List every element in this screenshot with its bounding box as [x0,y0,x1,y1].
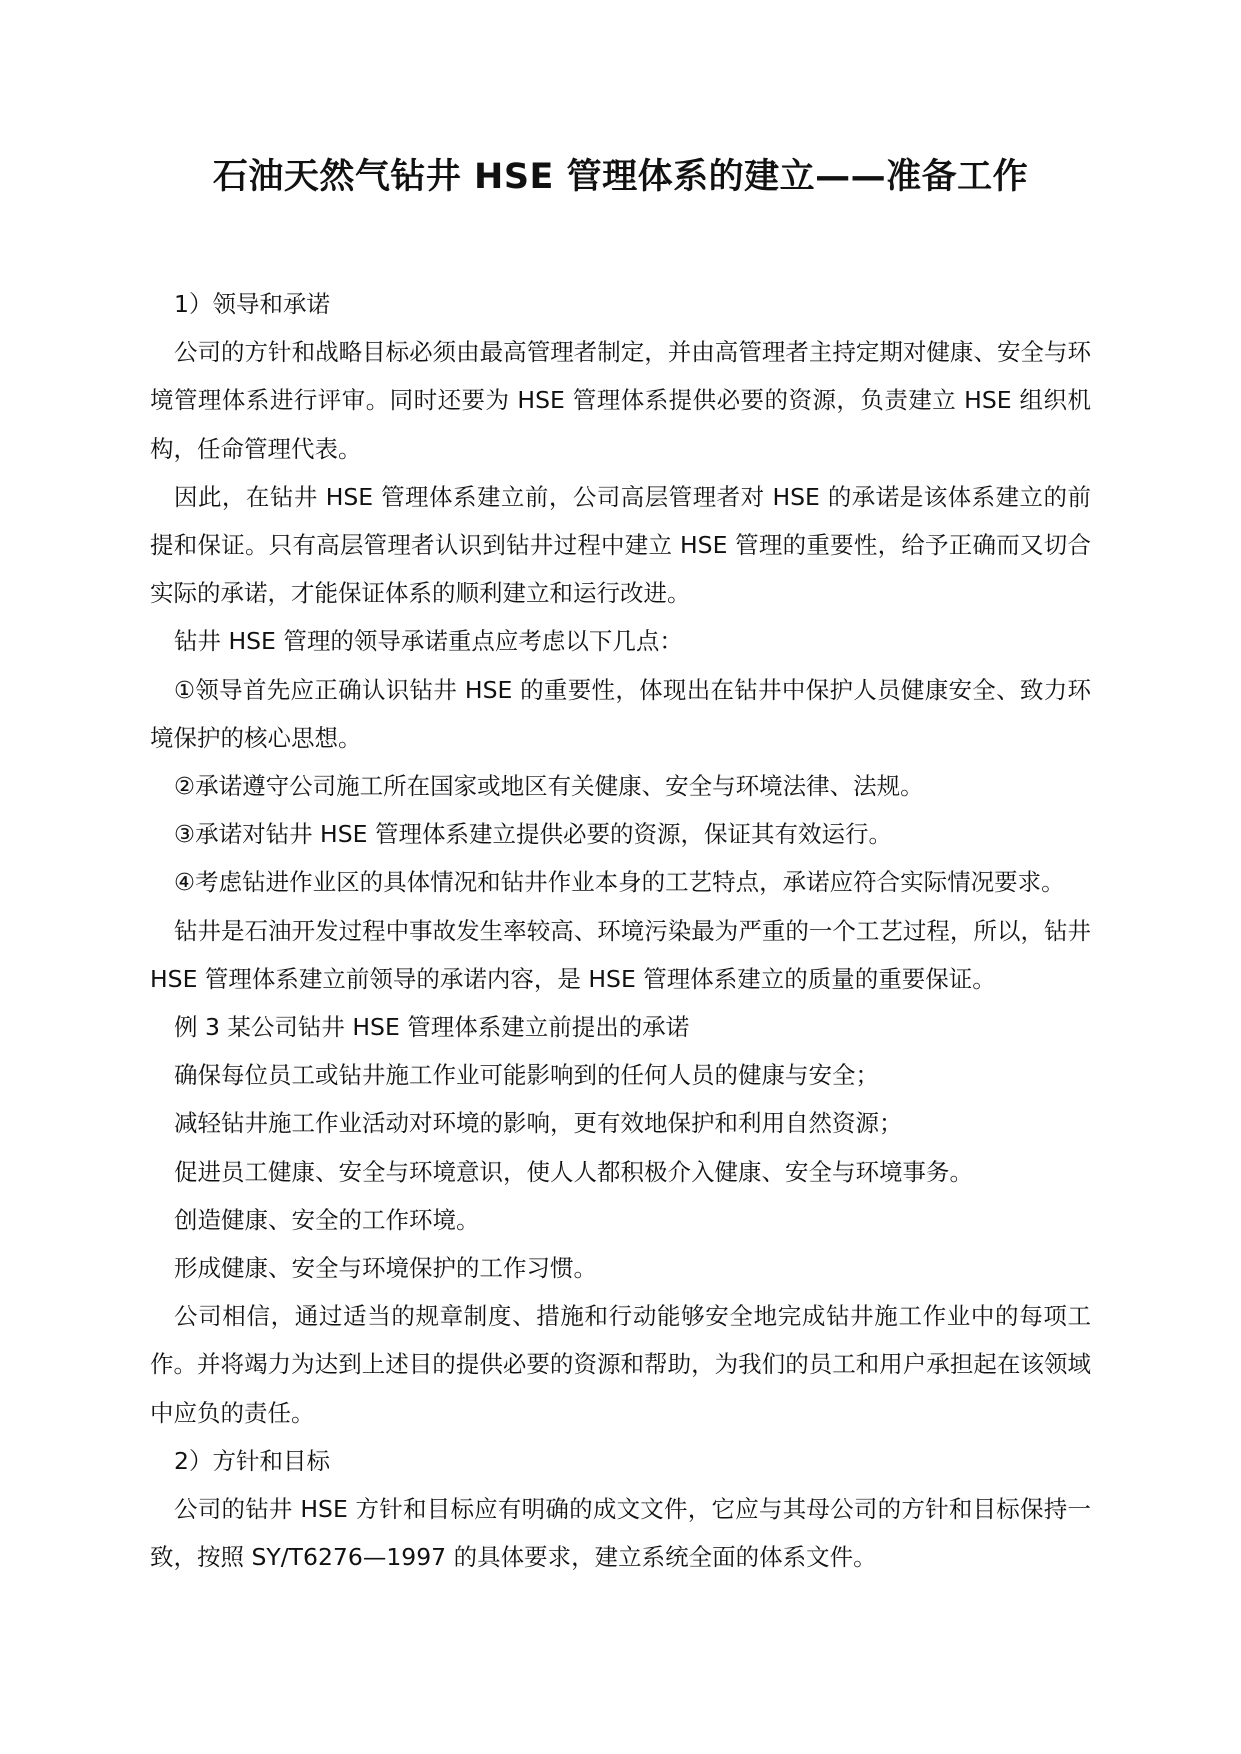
paragraph: 公司的方针和战略目标必须由最高管理者制定，并由高管理者主持定期对健康、安全与环境管理体系进行评审。同时还要为 HSE 管理体系提供必要的资源，负责建立 HSE 组织机构，任命管理代表。 [150,338,1091,463]
list-item-3: ③承诺对钻井 HSE 管理体系建立提供必要的资源，保证其有效运行。 [174,820,892,849]
list-item-2: ②承诺遵守公司施工所在国家或地区有关健康、安全与环境法律、法规。 [174,772,924,801]
commitment-item: 创造健康、安全的工作环境。 [174,1205,480,1234]
section-heading-leadership: 1）领导和承诺 [174,290,330,318]
commitment-item: 确保每位员工或钻井施工作业可能影响到的任何人员的健康与安全； [174,1061,879,1090]
commitment-item: 促进员工健康、安全与环境意识，使人人都积极介入健康、安全与环境事务。 [174,1157,973,1186]
paragraph: 钻井是石油开发过程中事故发生率较高、环境污染最为严重的一个工艺过程，所以，钻井 HSE 管理体系建立前领导的承诺内容，是 HSE 管理体系建立的质量的重要保证。 [150,916,1091,993]
commitment-item: 减轻钻井施工作业活动对环境的影响，更有效地保护和利用自然资源； [174,1109,903,1138]
document-body [150,280,1091,1581]
example-heading: 例 3 某公司钻井 HSE 管理体系建立前提出的承诺 [174,1013,690,1042]
section-heading-policy: 2）方针和目标 [174,1446,330,1475]
list-item-1: ①领导首先应正确认识钻井 HSE 的重要性，体现出在钻井中保护人员健康安全、致力环境保护的核心思想。 [150,675,1091,752]
paragraph: 公司相信，通过适当的规章制度、措施和行动能够安全地完成钻井施工作业中的每项工作。并将竭力为达到上述目的提供必要的资源和帮助，为我们的员工和用户承担起在该领域中应负的责任。 [150,1302,1091,1427]
paragraph: 因此，在钻井 HSE 管理体系建立前，公司高层管理者对 HSE 的承诺是该体系建立的前提和保证。只有高层管理者认识到钻井过程中建立 HSE 管理的重要性，给予正确而又切合实际的承诺，才能保证体系的顺利建立和运行改进。 [150,482,1091,608]
commitment-item: 形成健康、安全与环境保护的工作习惯。 [174,1254,597,1283]
list-item-4: ④考虑钻进作业区的具体情况和钻井作业本身的工艺特点，承诺应符合实际情况要求。 [174,868,1065,897]
document-title: 石油天然气钻井 HSE 管理体系的建立——准备工作 [212,157,1029,197]
paragraph: 公司的钻井 HSE 方针和目标应有明确的成文文件，它应与其母公司的方针和目标保持一致，按照 SY/T6276—1997 的具体要求，建立系统全面的体系文件。 [150,1495,1091,1572]
paragraph: 钻井 HSE 管理的领导承诺重点应考虑以下几点： [174,627,683,656]
